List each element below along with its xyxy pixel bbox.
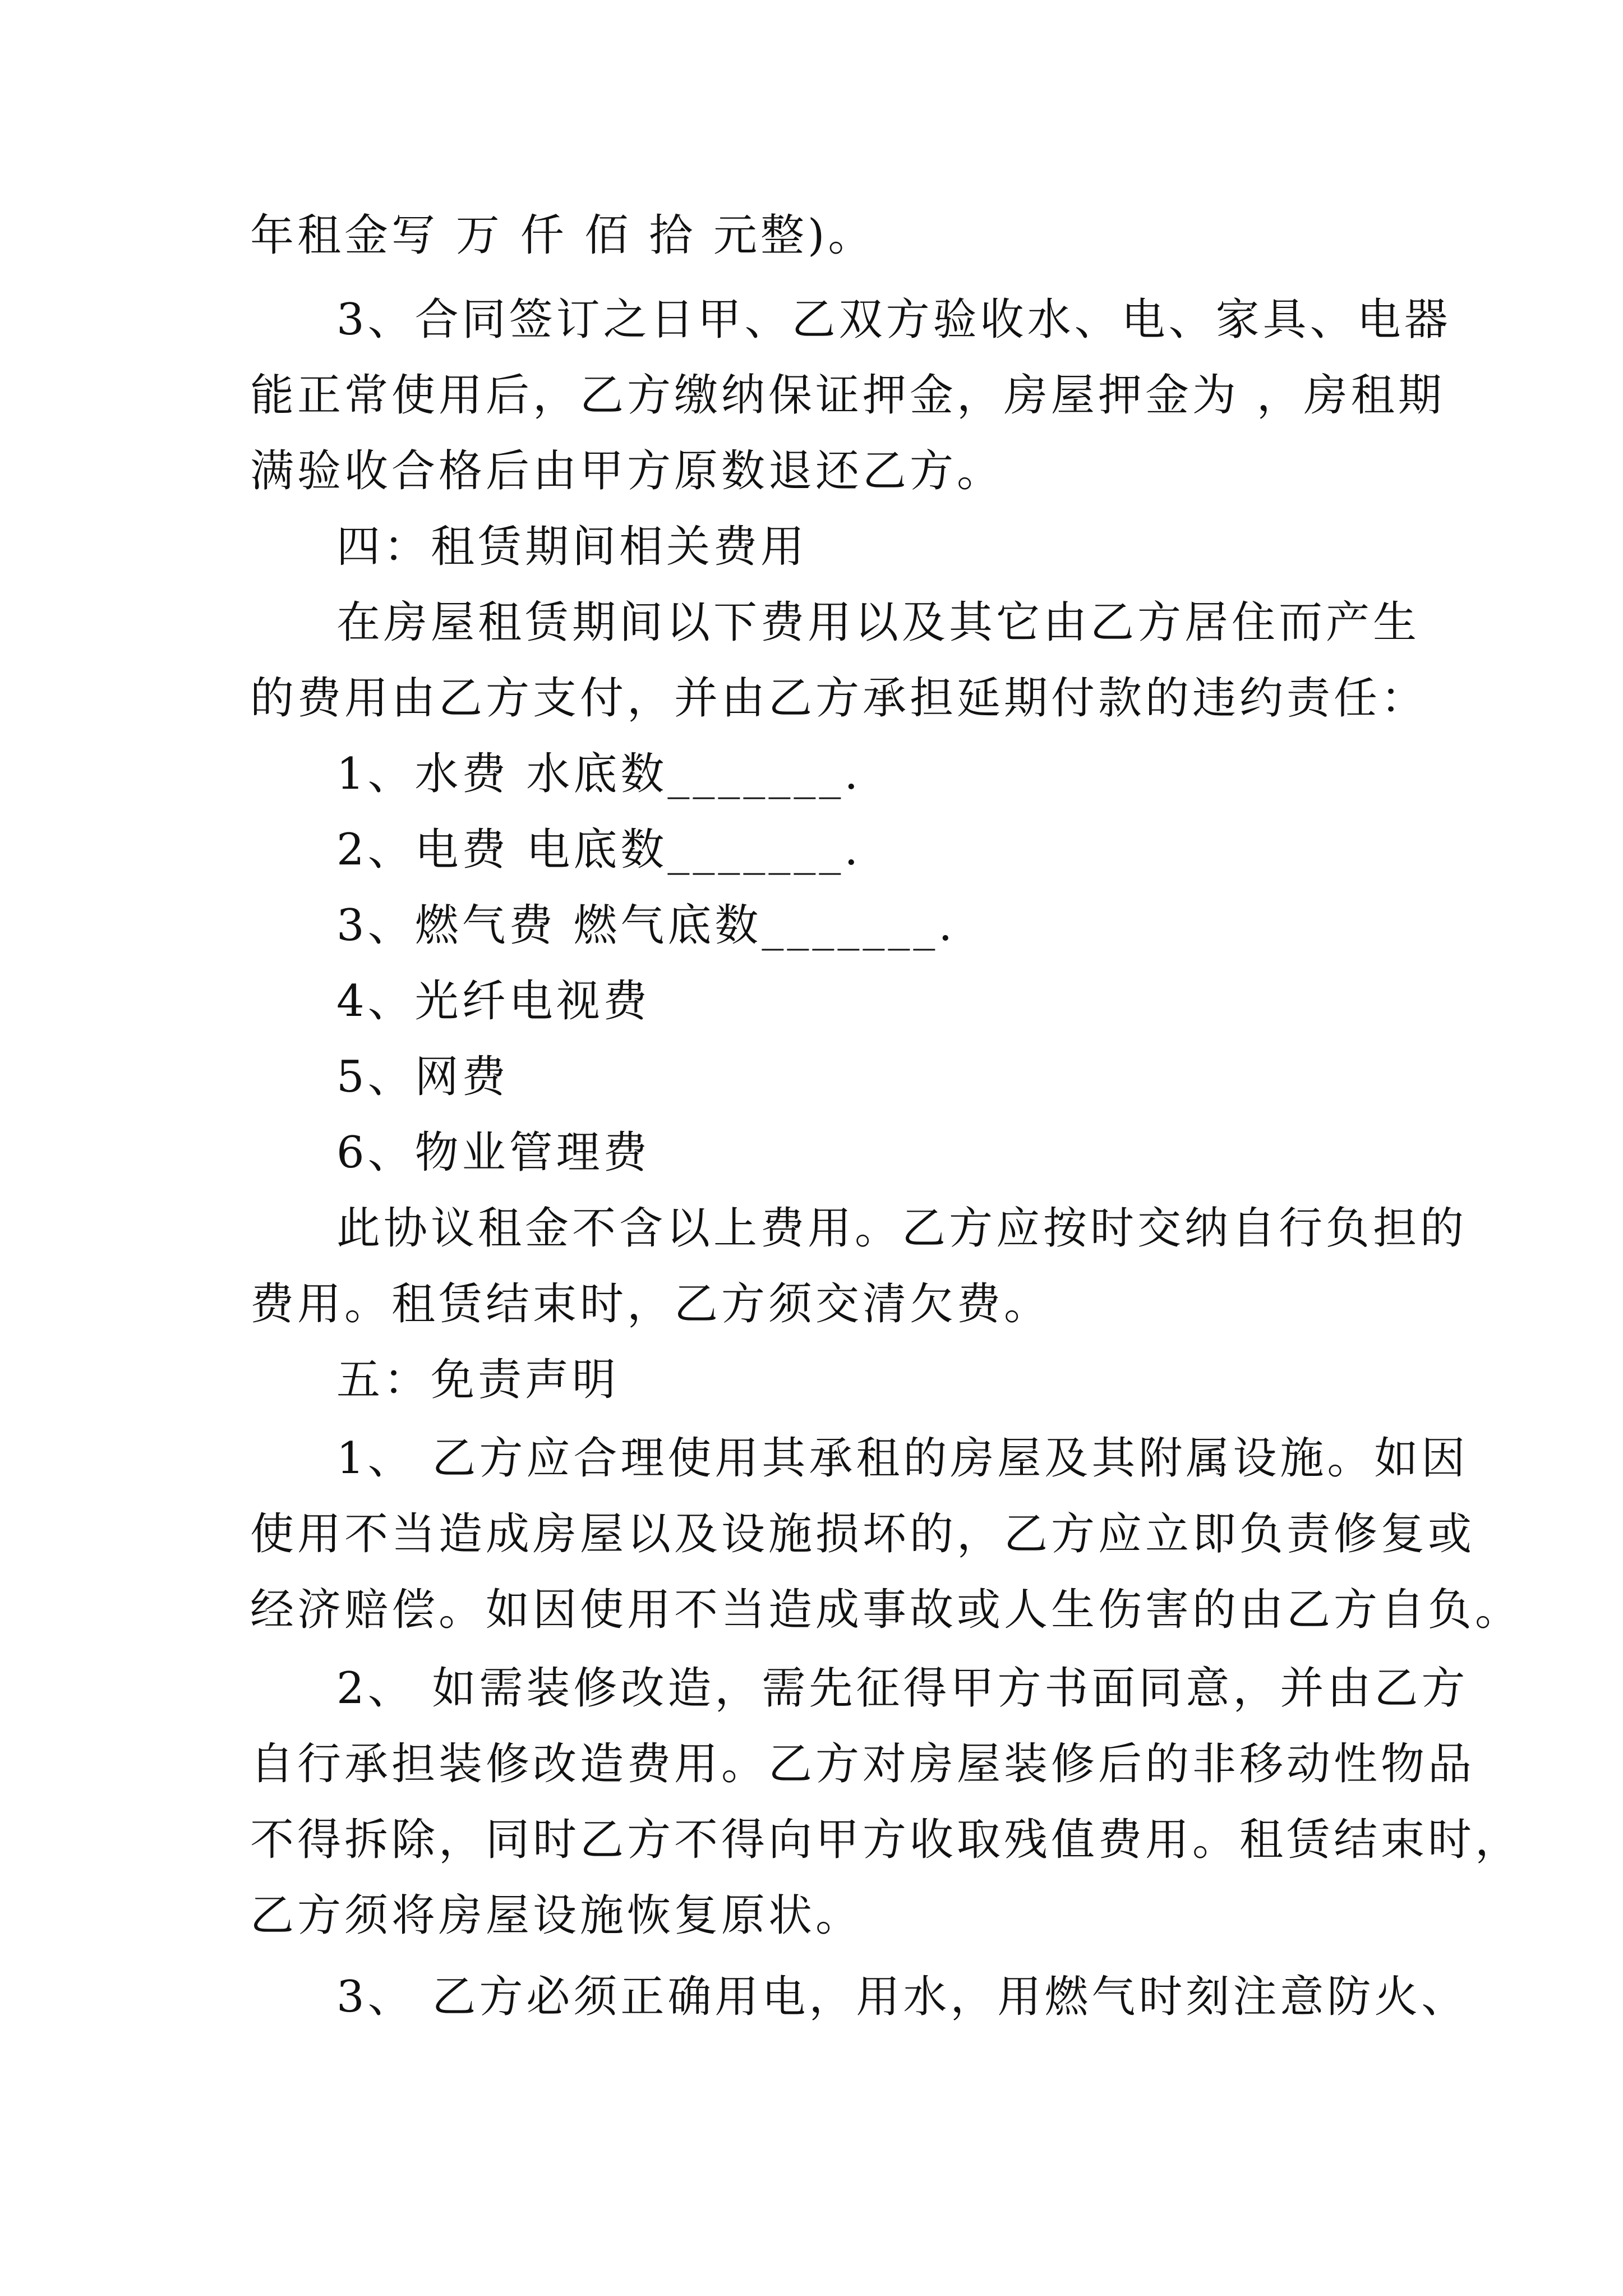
text-line-rent-amount: 年租金写 万 仟 佰 拾 元整)。	[250, 210, 875, 261]
text-line-fees-liability: 的费用由乙方支付，并由乙方承担延期付款的违约责任：	[250, 673, 1428, 724]
text-line-clause-2-start: 2、 如需装修改造，需先征得甲方书面同意，并由乙方	[336, 1663, 1469, 1714]
list-item-gas-fee: 3、燃气费 燃气底数_______.	[336, 900, 956, 951]
section-heading-disclaimer: 五：免责声明	[336, 1355, 620, 1405]
text-line-fees-intro: 在房屋租赁期间以下费用以及其它由乙方居住而产生	[336, 597, 1421, 648]
text-line-clause-1-mid: 使用不当造成房屋以及设施损坏的，乙方应立即负责修复或	[250, 1509, 1476, 1559]
list-item-internet-fee: 5、网费	[336, 1052, 509, 1102]
text-line-clause-1-end: 经济赔偿。如因使用不当造成事故或人生伤害的由乙方自负。	[250, 1585, 1523, 1635]
text-line-clause-2-end: 乙方须将房屋设施恢复原状。	[250, 1890, 863, 1941]
text-line-clause-1-start: 1、 乙方应合理使用其承租的房屋及其附属设施。如因	[336, 1433, 1469, 1484]
text-line-clause-2-mid: 自行承担装修改造费用。乙方对房屋装修后的非移动性物品	[250, 1739, 1476, 1789]
text-line-rent-excludes: 此协议租金不含以上费用。乙方应按时交纳自行负担的	[336, 1203, 1468, 1254]
text-line-clause-3-start: 3、 乙方必须正确用电，用水，用燃气时刻注意防火、	[336, 1972, 1469, 2022]
list-item-electricity-fee: 2、电费 电底数_______.	[336, 825, 862, 875]
list-item-tv-fee: 4、光纤电视费	[336, 976, 651, 1027]
text-line-item-3-start: 3、合同签订之日甲、乙双方验收水、电、家具、电器	[336, 295, 1451, 345]
list-item-property-fee: 6、物业管理费	[336, 1128, 651, 1178]
section-heading-fees: 四：租赁期间相关费用	[336, 522, 808, 572]
text-line-refund: 满验收合格后由甲方原数退还乙方。	[250, 446, 1004, 496]
text-line-clause-2-mid2: 不得拆除，同时乙方不得向甲方收取残值费用。租赁结束时，	[250, 1815, 1523, 1865]
text-line-deposit: 能正常使用后，乙方缴纳保证押金，房屋押金为 ，房租期	[250, 370, 1445, 421]
list-item-water-fee: 1、水费 水底数_______.	[336, 749, 862, 799]
text-line-settle-fees: 费用。租赁结束时，乙方须交清欠费。	[250, 1279, 1052, 1329]
